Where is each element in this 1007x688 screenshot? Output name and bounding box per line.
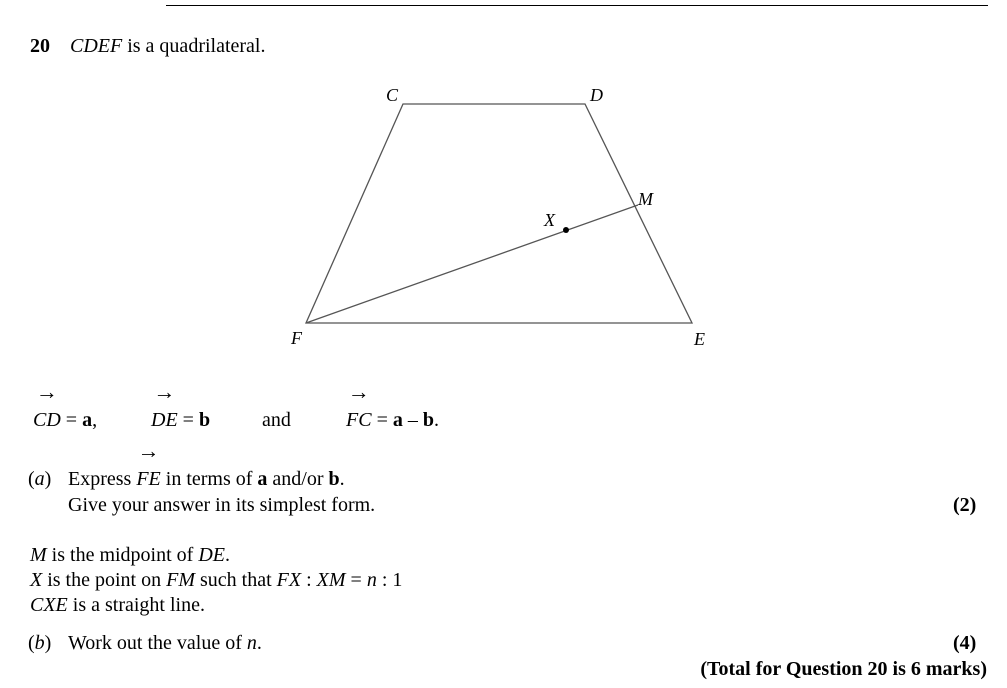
point-x <box>563 227 569 233</box>
part-a-marks: (2) <box>953 494 977 516</box>
label-x: X <box>544 210 555 230</box>
given-midpoint: M is the midpoint of DE. <box>30 544 231 566</box>
label-c: C <box>386 85 399 105</box>
comma: , <box>92 409 98 431</box>
period: . <box>433 409 439 431</box>
part-a-line2: Give your answer in its simplest form. <box>68 494 376 516</box>
arrow-icon: → <box>35 379 58 404</box>
line-fm <box>306 205 638 323</box>
vector-de-name: → DE <box>151 379 178 431</box>
equals-sign: = <box>177 409 199 431</box>
vector-fc-name: → FC <box>346 379 372 431</box>
arrow-icon: → <box>153 379 176 404</box>
vector-a: a <box>392 409 403 431</box>
given-ratio: X is the point on FM such that FX : XM = n : 1 <box>30 569 403 591</box>
vector-de <box>151 379 211 432</box>
vector-fe-name: → FE <box>136 438 161 490</box>
arrow-icon: → <box>137 438 160 463</box>
vector-a: a <box>82 409 93 431</box>
equals-sign: = <box>371 409 393 431</box>
part-a-line1: Express → FE in terms of a and/or b. <box>68 438 345 490</box>
label-m: M <box>638 189 653 209</box>
vector-b: b <box>422 409 434 431</box>
quadrilateral-cdef <box>306 104 692 323</box>
label-d: D <box>590 85 603 105</box>
minus-sign: – <box>402 409 423 431</box>
total-marks: (Total for Question 20 is 6 marks) <box>700 658 987 680</box>
given-straight-line: CXE is a straight line. <box>30 594 205 616</box>
shape-name: CDEF <box>70 35 123 57</box>
label-e: E <box>694 329 705 349</box>
question-intro: is a quadrilateral. <box>122 35 266 57</box>
vector-fc <box>346 379 439 432</box>
and-text: and <box>262 409 291 431</box>
part-b-marks: (4) <box>953 632 977 654</box>
vector-cd <box>33 379 98 432</box>
label-f: F <box>291 328 302 348</box>
part-b-label: (b) <box>28 632 52 654</box>
question-number: 20 <box>30 35 50 57</box>
part-a-label: (a) <box>28 468 52 490</box>
vector-b: b <box>198 409 211 431</box>
equals-sign: = <box>60 409 83 431</box>
vector-cd-name: → CD <box>33 379 61 431</box>
arrow-icon: → <box>347 379 370 404</box>
part-b-text: Work out the value of n. <box>68 632 262 654</box>
